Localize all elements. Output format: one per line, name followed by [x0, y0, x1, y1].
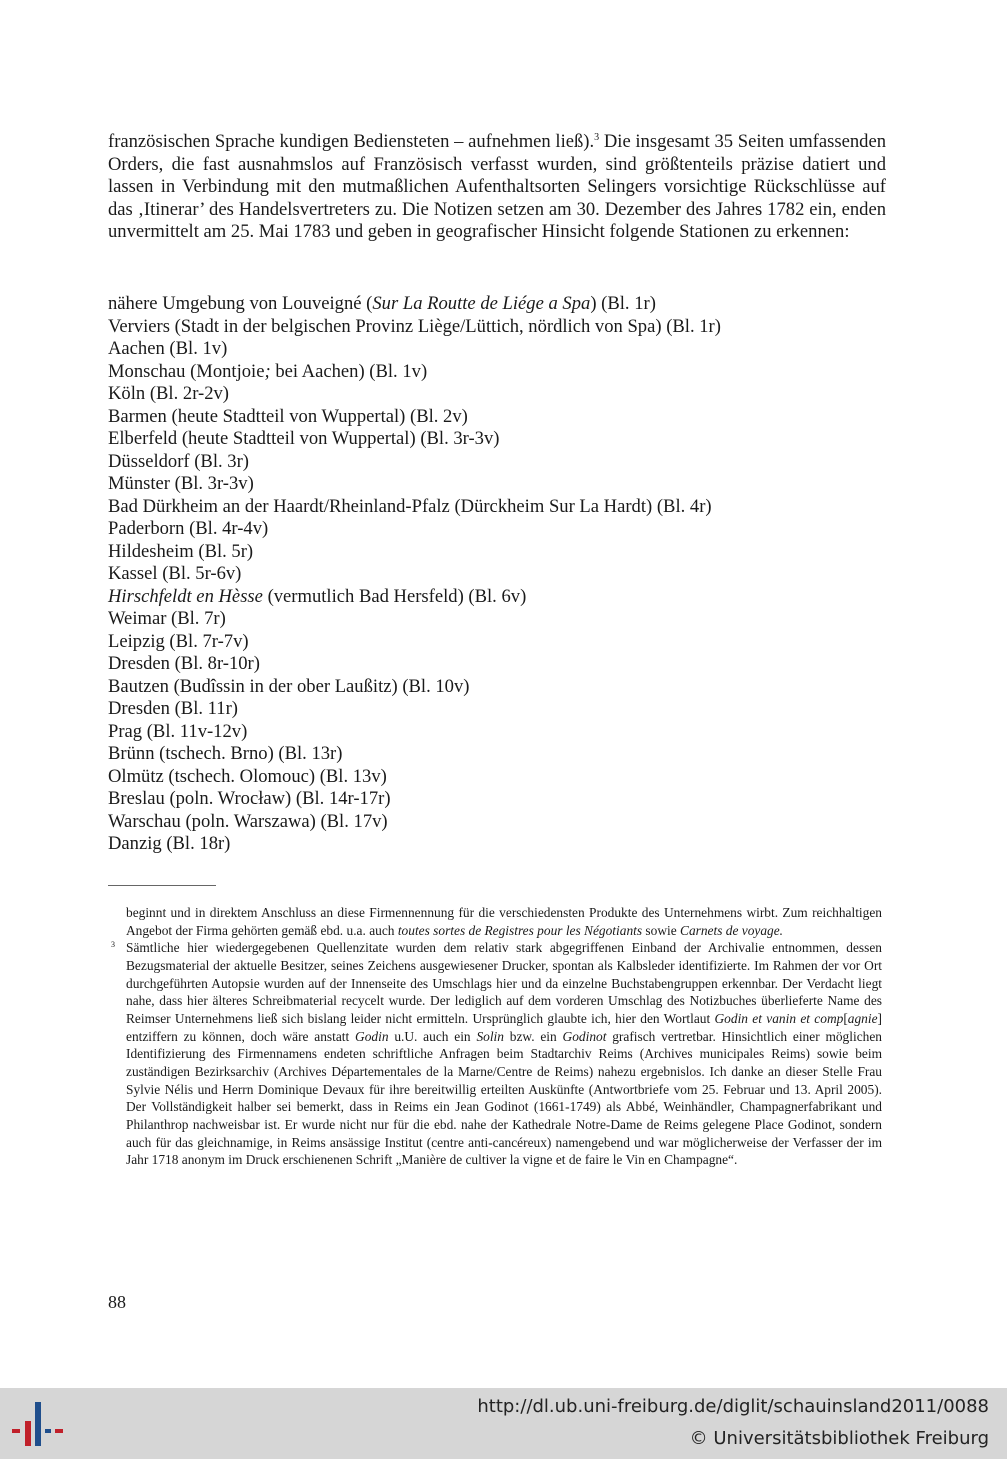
station-text: nähere Umgebung von Louveigné ( [108, 293, 373, 314]
station-item [108, 608, 908, 631]
station-italic: Sur La Routte de Liége a Spa [372, 293, 591, 314]
station-item [108, 316, 908, 339]
station-item [108, 451, 908, 474]
station-item [108, 428, 908, 451]
station-text: Monschau (Montjoie [108, 360, 265, 382]
footnote-3 [108, 939, 882, 1169]
station-text: Brünn (tschech. Brno) (Bl. 13r) [108, 743, 343, 764]
footnote-text: ] entziffern zu können, doch wäre anstatt [126, 1010, 882, 1044]
footnote-text: [ [843, 1010, 848, 1026]
stations-list [108, 293, 908, 856]
station-item [108, 406, 908, 429]
station-text: Hildesheim (Bl. 5r) [108, 540, 254, 562]
station-text: Danzig (Bl. 18r) [108, 833, 231, 854]
station-text: Verviers (Stadt in der belgischen Provinz Liège/Lüttich, nördlich von Spa) (Bl. 1r) [108, 315, 721, 337]
station-italic: Hirschfeldt en Hèsse [108, 585, 263, 607]
station-text: Warschau (poln. Warszawa) (Bl. 17v) [108, 810, 388, 832]
station-item [108, 653, 908, 676]
footnote-text: bzw. ein [503, 1028, 563, 1044]
footnote-reference[interactable]: 3 [594, 131, 600, 143]
page-number: 88 [108, 1292, 126, 1312]
paragraph-text: französischen Sprache kundigen Bediensteten – aufnehmen ließ). [108, 131, 595, 152]
footnote-italic: toutes sortes de Registres pour les Négotiants [397, 922, 643, 938]
footnote-italic: Carnets de voyage. [680, 922, 784, 938]
station-text: Breslau (poln. Wrocław) (Bl. 14r-17r) [108, 788, 391, 809]
station-item [108, 721, 908, 744]
footnote-text: sowie [642, 922, 681, 938]
library-logo-icon [12, 1402, 64, 1446]
station-text: Köln (Bl. 2r-2v) [108, 383, 229, 404]
station-text: Dresden (Bl. 8r-10r) [108, 653, 260, 674]
footnote-italic: Godinot [562, 1028, 607, 1044]
station-text: Kassel (Bl. 5r-6v) [108, 563, 242, 584]
station-text: Barmen (heute Stadtteil von Wuppertal) (Bl. 2v) [108, 405, 468, 427]
footnote-text: Sämtliche hier wiedergegebenen Quellenzitate wurden dem relativ stark abgegriffenen Einband der Archivalie entnommen, dessen Bezugsmaterial der aktuelle Besitzer, seines Zeichens ausgewiesener Drucker, spontan als Kalbsleder identifizierte. Im Rahmen der vor Ort durchgeführten Autopsie wurden auf der Innenseite des Umschlags hier und da einzelne Buchstabengruppen erkennbar. Der Verdacht liegt nahe, dass hier älteres Schreibmaterial recycelt wurde. Der lediglich auf dem vorderen Umschlag des Notizbuches überlieferte Name des Reimser Unternehmens ließ sich bislang leider nicht ermitteln. Ursprünglich glaubte ich, hier den Wortlaut [126, 940, 882, 1026]
station-item [108, 766, 908, 789]
station-text: ) (Bl. 1r) [590, 293, 656, 314]
station-italic: ; [264, 360, 271, 382]
station-item [108, 631, 908, 654]
footnote-text: u.U. auch ein [388, 1028, 477, 1044]
footnote-text: beginnt und in direktem Anschluss an diese Firmennennung für die verschiedensten Produkte des Unternehmens wirbt. Zum reichhaltigen Angebot der Firma gehörten gemäß ebd. u.a. auch [126, 905, 882, 938]
station-item [108, 743, 908, 766]
station-text: Bautzen (Budîssin in der ober Laußitz) (Bl. 10v) [108, 675, 470, 697]
station-item [108, 698, 908, 721]
footnote-italic: Godin [355, 1028, 389, 1044]
source-url-link[interactable]: http://dl.ub.uni-freiburg.de/diglit/schauinsland2011/0088 [477, 1396, 989, 1417]
station-text: bei Aachen) (Bl. 1v) [270, 360, 428, 382]
body-paragraph [108, 131, 886, 244]
footer-bar [0, 1388, 1007, 1459]
station-item [108, 496, 908, 519]
station-text: Bad Dürkheim an der Haardt/Rheinland-Pfalz (Dürckheim Sur La Hardt) (Bl. 4r) [108, 495, 712, 517]
station-item [108, 383, 908, 406]
footnote-italic: Solin [476, 1028, 504, 1044]
station-text: Weimar (Bl. 7r) [108, 608, 226, 629]
station-item [108, 473, 908, 496]
copyright-text: © Universitätsbibliothek Freiburg [689, 1428, 989, 1449]
footnote-italic: agnie [847, 1010, 878, 1026]
station-text: Düsseldorf (Bl. 3r) [108, 450, 249, 472]
station-text: Dresden (Bl. 11r) [108, 698, 238, 719]
station-item [108, 586, 908, 609]
station-item [108, 563, 908, 586]
footnote-mark: 3 [111, 940, 115, 950]
station-item [108, 811, 908, 834]
station-item [108, 518, 908, 541]
station-text: Aachen (Bl. 1v) [108, 338, 228, 359]
station-text: Elberfeld (heute Stadtteil von Wuppertal) (Bl. 3r-3v) [108, 428, 500, 449]
footnote-text: grafisch vertretbar. Hinsichtlich einer möglichen Identifizierung des Firmennamens endeten schriftliche Anfragen beim Stadtarchiv Reims (Archives municipales Reims) sowie beim zuständigen Bezirksarchiv (Archives Départementales de la Marne/Centre de Reims) nahezu ergebnislos. Ich danke an dieser Stelle Frau Sylvie Nélis und Herrn Dominique Devaux für ihre bereitwillig erteilten Auskünfte (Antwortbriefe vom 25. Februar und 13. April 2005). Der Vollständigkeit halber sei bemerkt, dass in Reims ein Jean Godinot (1661-1749) als Abbé, Weinhändler, Champagnerfabrikant und Philanthrop nachweisbar ist. Er wurde nicht nur für die ebd. nahe der Kathedrale Notre-Dame de Reims gelegene Place Godinot, sondern auch für das gleichnamige, in Reims ansässige Institut (centre anti-cancéreux) namengebend und war möglicherweise der Verfasser der im Jahr 1718 anonym im Druck erschienenen Schrift „Manière de cultiver la vigne et de faire le Vin en Champagne“. [126, 1028, 882, 1168]
footnote-italic: Godin et vanin et comp [714, 1010, 844, 1026]
station-item [108, 541, 908, 564]
station-text: Prag (Bl. 11v-12v) [108, 720, 248, 742]
station-text: Leipzig (Bl. 7r-7v) [108, 630, 249, 652]
footnotes [108, 904, 882, 1169]
station-item [108, 833, 908, 856]
paragraph-text: Die insgesamt 35 Seiten umfassenden Orders, die fast ausnahmslos auf Französisch verfasst wurden, sind größtenteils präzise datiert und lassen in Verbindung mit den mutmaßlichen Aufenthaltsorten Selingers vorsichtige Rückschlüsse auf das ‚Itinerar’ des Handelsvertreters zu. Die Notizen setzen am 30. Dezember des Jahres 1782 ein, enden unvermittelt am 25. Mai 1783 und geben in geografischer Hinsicht folgende Stationen zu erkennen: [108, 131, 886, 242]
station-item [108, 788, 908, 811]
station-text: Paderborn (Bl. 4r-4v) [108, 518, 269, 539]
station-item [108, 293, 908, 316]
station-text: Olmütz (tschech. Olomouc) (Bl. 13v) [108, 765, 387, 787]
footnote-separator [108, 885, 216, 886]
station-text: (vermutlich Bad Hersfeld) (Bl. 6v) [262, 585, 527, 607]
station-item [108, 676, 908, 699]
footnote-continuation [108, 904, 882, 939]
station-text: Münster (Bl. 3r-3v) [108, 473, 254, 494]
station-item [108, 338, 908, 361]
station-item [108, 361, 908, 384]
